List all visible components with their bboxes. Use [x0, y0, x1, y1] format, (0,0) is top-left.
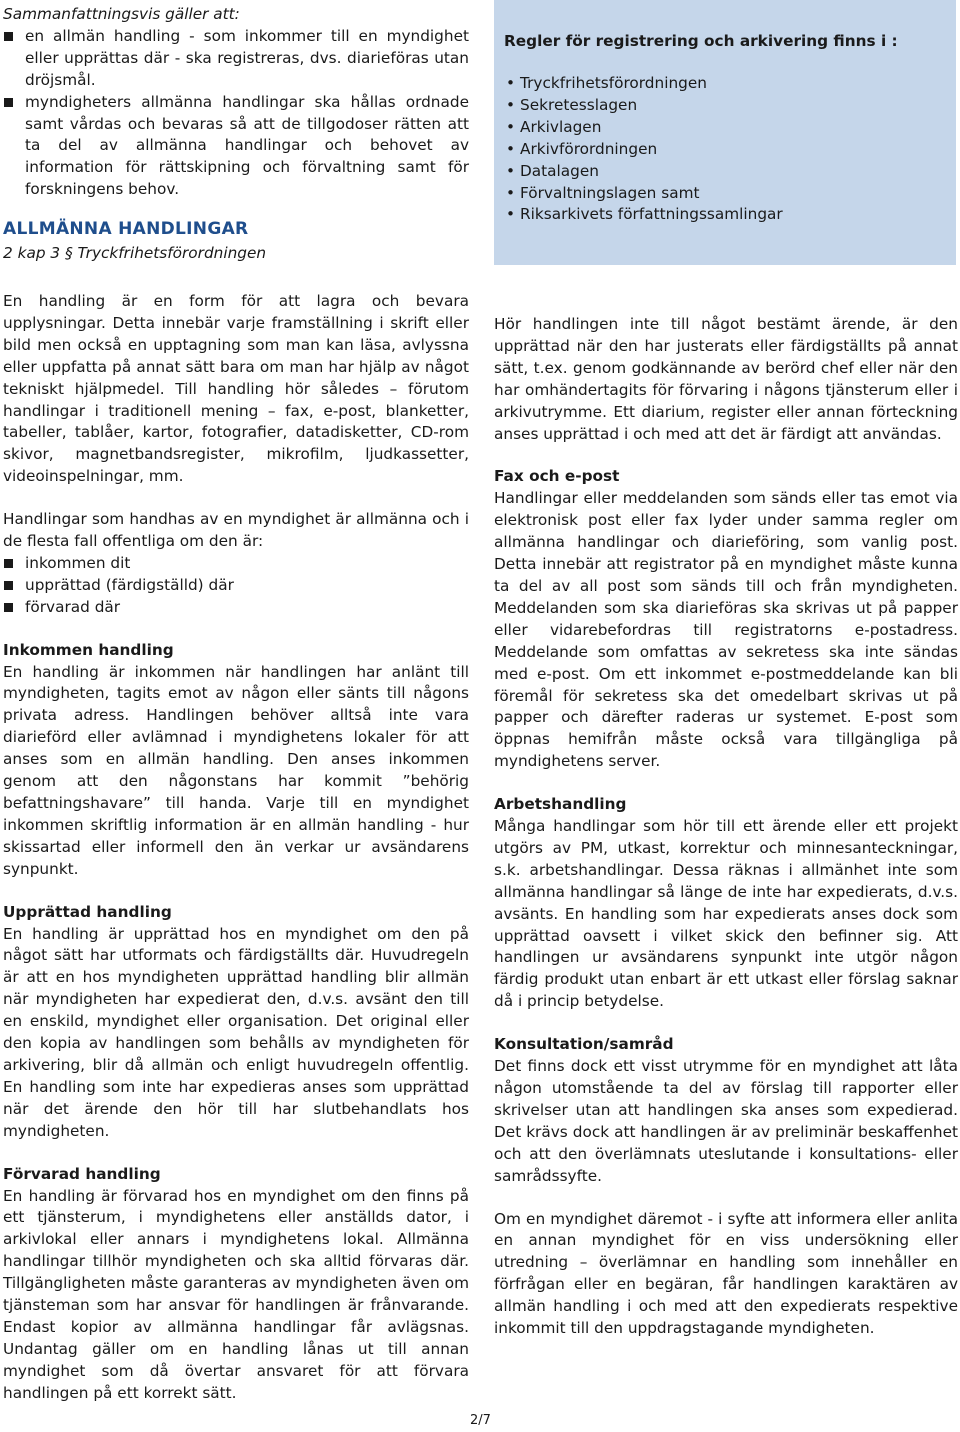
public-item — [3, 597, 469, 619]
forvarad-heading: Förvarad handling — [3, 1164, 161, 1183]
square-bullet-icon — [4, 559, 13, 568]
right-column — [494, 300, 958, 1340]
list-item: • Arkivförordningen — [506, 139, 783, 161]
fax-paragraph: Handlingar eller meddelanden som sänds eller tas emot via elektronisk post eller fax lyder under samma regler om allmänna handlingar och diarieföring, som vanlig post. Detta innebär att registrator på en myndighet måste kunna ta del av all post som sänds till och från myndigheten. Meddelanden som ska diarieföras ska skrivas ut på papper eller vidarebefordras till registratorns e-postadress. Meddelande som omfattas av sekretess ska inte sändas med e-post. Om ett inkommet e-postmeddelande kan bli föremål för sekretess ska det omedelbart skrivas ut på papper och därefter raderas ur systemet. E-post som öppnas hemifrån måste också vara tillgängliga på myndighetens server. — [494, 489, 958, 771]
upprattad-paragraph: En handling är upprättad hos en myndighet om den på något sätt har utformats och färdigställts där. Huvudregeln är att en hos myndigheten upprättad handling blir allmän när myndigheten har expedierat den, d.v.s. avsänt den till en enskild, myndighet eller organisation. Det original eller den kopia av handlingen som behålls av myndigheten för arkivering, blir då allmän och enligt huvudregeln offentlig. En handling som inte har expedieras anses som upprättad när det ärende den hör till har slutbehandlats hos myndigheten. — [3, 924, 469, 1140]
list-item: • Riksarkivets författningssamlingar — [506, 204, 783, 226]
list-item: • Förvaltningslagen samt — [506, 183, 783, 205]
public-item — [3, 575, 469, 597]
summary-item — [3, 92, 469, 202]
page-number: 2/7 — [470, 1413, 491, 1428]
square-bullet-icon — [4, 581, 13, 590]
regulations-list — [506, 73, 783, 226]
section-subheading: 2 kap 3 § Tryckfrihetsförordningen — [3, 244, 267, 263]
inkommen-heading: Inkommen handling — [3, 640, 174, 659]
public-intro-paragraph: Handlingar som handhas av en myndighet är allmänna och i de flesta fall offentliga om den är: — [3, 510, 469, 551]
upprattad-heading: Upprättad handling — [3, 902, 172, 921]
summary-item-text: myndigheters allmänna handlingar ska hållas ordnade samt vårdas och bevaras så att de tillgodoser rätten att ta del av allmänna handlingar och behovet av information för rättskipning och förvaltning samt för forskningens behov. — [25, 92, 469, 199]
bullet-icon: • — [506, 74, 516, 92]
list-item: • Tryckfrihetsförordningen — [506, 73, 783, 95]
square-bullet-icon — [4, 32, 13, 41]
arbets-paragraph: Många handlingar som hör till ett ärende eller ett projekt utgörs av PM, utkast, korrektur och minnesanteckningar, s.k. arbetshandlingar. Dessa räknas i allmänhet inte som allmänna handlingar så länge de inte har expedierats, d.v.s. avsänts. En handling som har expedierats anses dock som upprättad oavsett i vilket skick den befinner sig. Att handlingen ur avsändarens synpunkt inte utgör någon färdig produkt utan enbart är ett utkast eller förslag saknar då i princip betydelse. — [494, 817, 958, 1011]
regulations-box — [494, 0, 956, 265]
square-bullet-icon — [4, 98, 13, 107]
list-item: • Sekretesslagen — [506, 95, 783, 117]
summary-item-text: en allmän handling - som inkommer till en myndighet eller upprättas där - ska registreras, dvs. diarieföras utan dröjsmål. — [25, 26, 469, 89]
bullet-icon: • — [506, 205, 516, 224]
list-item: • Datalagen — [506, 161, 783, 183]
inkommen-paragraph: En handling är inkommen när handlingen har anlänt till myndigheten, tagits emot av någon eller sänts till någons privata adress. Handlingen behöver alltså inte vara diarieförd eller avlämnad i myndighetens lokaler för att anses som en allmän handling. Den anses inkommen genom att den någonstans har kommit ”behörig befattningshavare” till handa. Varje till en myndighet inkommen skriftlig information är en allmän handling - hur skissartad eller informell den än verkar ur avsändarens synpunkt. — [3, 662, 469, 878]
arbets-heading: Arbetshandling — [494, 795, 627, 814]
bullet-icon: • — [506, 183, 516, 202]
bullet-icon: • — [506, 161, 516, 180]
summary-title: Sammanfattningsvis gäller att: — [3, 5, 240, 23]
public-item-text: upprättad (färdigställd) där — [25, 575, 234, 594]
bullet-icon: • — [506, 117, 516, 136]
summary-item — [3, 26, 469, 92]
public-item-text: inkommen dit — [25, 553, 131, 572]
regulations-title: Regler för registrering och arkivering finns i : — [504, 32, 898, 50]
public-item-text: förvarad där — [25, 597, 121, 616]
bullet-icon: • — [506, 139, 516, 158]
fax-heading: Fax och e-post — [494, 467, 620, 486]
konsult-heading: Konsultation/samråd — [494, 1035, 674, 1054]
bullet-icon: • — [506, 95, 516, 114]
left-column — [3, 4, 469, 1405]
closing-paragraph: Om en myndighet däremot - i syfte att informera eller anlita en annan myndighet för en viss undersökning eller utredning – överlämnar en handling som innehåller en förfrågan eller en begäran, får handlingen karaktären av allmän handling i och med att den expedierats respektive inkommit till den uppdragstagande myndigheten. — [494, 1209, 958, 1338]
section-heading: ALLMÄNNA HANDLINGAR — [3, 219, 249, 240]
intro-paragraph: En handling är en form för att lagra och bevara upplysningar. Detta innebär varje framställning i skrift eller bild men också en upptagning som man kan läsa, avlyssna eller uppfatta på annat sätt bara om man har hjälp av något tekniskt hjälpmedel. Till handling hör således – förutom handlingar i traditionell mening – fax, e-post, blanketter, tabeller, tablåer, kartor, fotografier, datadisketter, CD-rom skivor, magnetbandsregister, mikrofilm, ljudkassetter, videoinspelningar, mm. — [3, 291, 469, 486]
square-bullet-icon — [4, 603, 13, 612]
list-item: • Arkivlagen — [506, 117, 783, 139]
forvarad-paragraph: En handling är förvarad hos en myndighet om den finns på ett tjänsterum, i myndighetens eller anställds dator, i arkivlokal eller annars i myndighetens lokal. Allmänna handlingar tillhör myndigheten och ska alltid förvaras där. Tillgängligheten måste garanteras av myndigheten även om tjänsteman som har ansvar för handlingen är frånvarande. Endast kopior av allmänna handlingar får avlägsnas. Undantag gäller om en handling lånas ut till annan myndighet som då övertar ansvaret för att förvara handlingen på ett korrekt sätt. — [3, 1186, 469, 1402]
right-intro-paragraph: Hör handlingen inte till något bestämt ärende, är den upprättad när den har justerats eller färdigställts på annat sätt, t.ex. genom godkännande av berörd chef eller när den har omhändertagits för förvaring i någons tjänsterum eller i arkivutrymme. Ett diarium, register eller annan förteckning anses upprättad i och med att det är färdigt att användas. — [494, 315, 958, 443]
konsult-paragraph: Det finns dock ett visst utrymme för en myndighet att låta någon utomstående ta del av förslag till rapporter eller skrivelser utan att handlingen ska anses som expedierad. Det krävs dock att handlingen är av preliminär beskaffenhet och att den överlämnats uteslutande i konsultations- eller samrådssyfte. — [494, 1057, 958, 1185]
public-item — [3, 553, 469, 575]
